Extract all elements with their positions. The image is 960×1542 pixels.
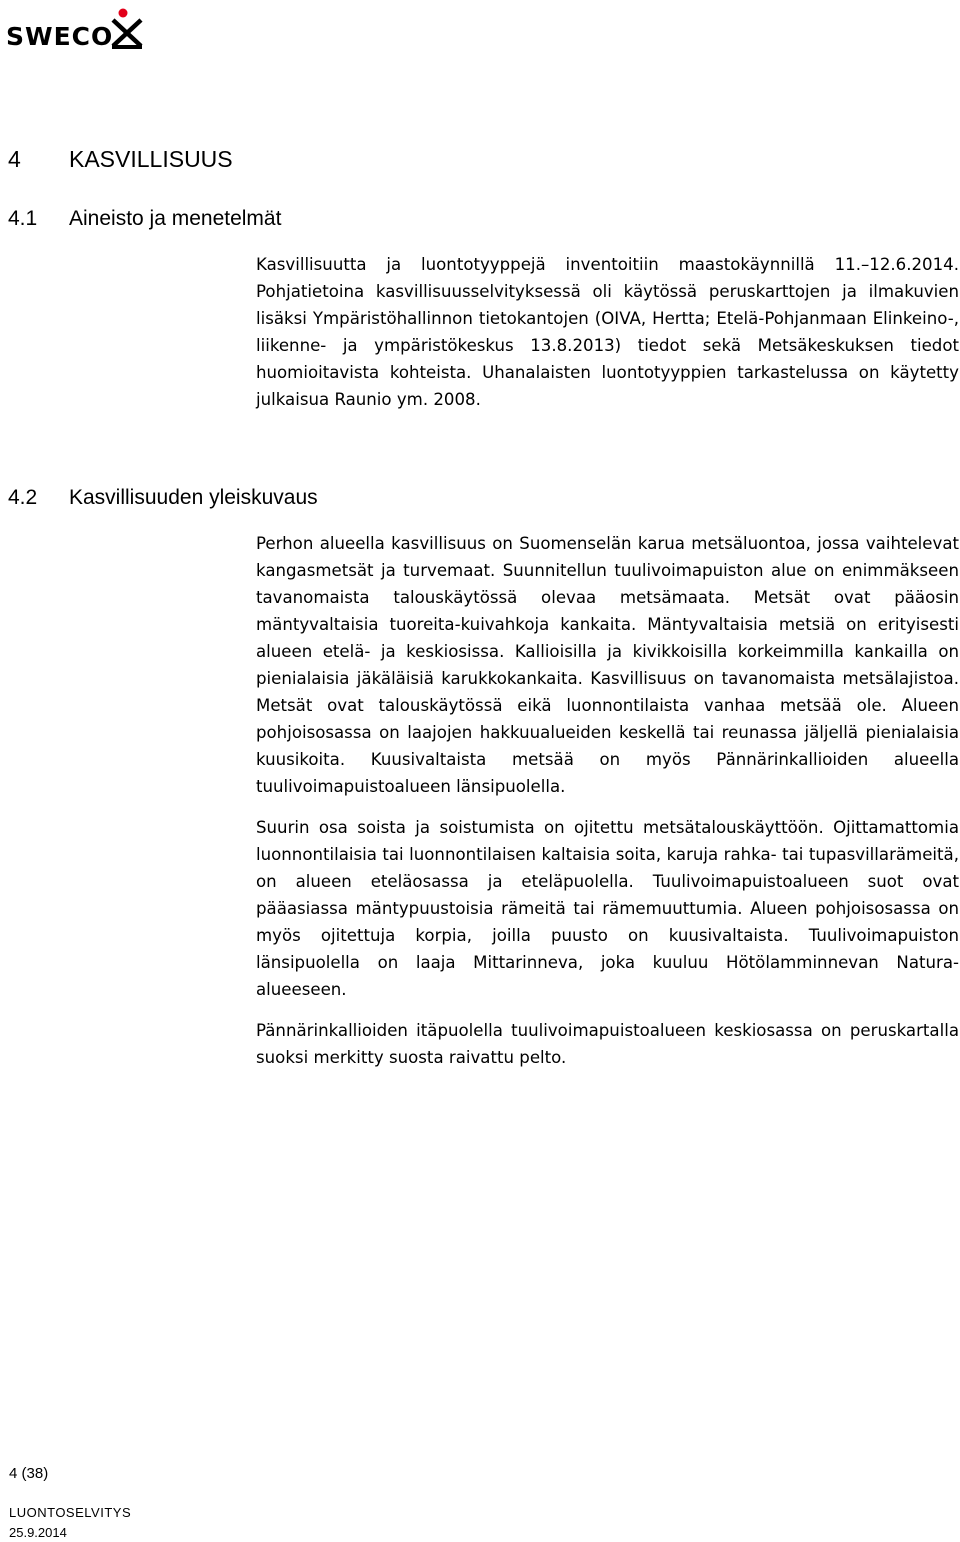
section-4-1-heading	[8, 207, 281, 231]
section-title: Aineisto ja menetelmät	[69, 207, 282, 230]
section-number: 4.1	[8, 207, 38, 230]
paragraph: Suurin osa soista ja soistumista on ojitettu metsätalouskäyttöön. Ojittamattomia luonnontilaisia tai luonnontilaisen kaltaisia soita, karuja rahka- tai tupasvillarämeitä, on alueen eteläosassa ja eteläpuolella. Tuulivoimapuistoalueen suot ovat pääasiassa mäntypuustoisia rämeitä tai rämemuuttumia. Alueen pohjoisosassa on myös ojitettuja korpia, joilla puusto on kuusivaltaista. Tuulivoimapuiston länsipuolella on laaja Mittarinneva, joka kuuluu Hötölamminnevan Natura-alueeseen.	[256, 818, 959, 999]
section-4-2-body	[256, 530, 959, 1085]
sweco-logo-icon	[110, 6, 144, 50]
page-number: 4 (38)	[9, 1465, 49, 1482]
section-number: 4.2	[8, 486, 38, 509]
section-title: KASVILLISUUS	[69, 146, 233, 172]
sweco-logo	[6, 6, 146, 50]
section-number: 4	[8, 146, 21, 172]
paragraph: Kasvillisuutta ja luontotyyppejä inventoitiin maastokäynnillä 11.–12.6.2014. Pohjatietoina kasvillisuusselvityksessä oli käytössä peruskarttojen ja ilmakuvien lisäksi Ympäristöhallinnon tietokantojen (OIVA, Hertta; Etelä-Pohjanmaan Elinkeino-, liikenne- ja ympäristökeskus 13.8.2013) tiedot sekä Metsäkeskuksen tiedot huomioitavista kohteista. Uhanalaisten luontotyyppien tarkastelussa on käytetty julkaisua Raunio ym. 2008.	[256, 255, 959, 409]
document-title: LUONTOSELVITYS	[9, 1505, 132, 1520]
section-4-2-heading	[8, 486, 318, 510]
section-4-heading	[8, 146, 233, 173]
paragraph: Perhon alueella kasvillisuus on Suomenselän karua metsäluontoa, jossa vaihtelevat kangasmetsät ja turvemaat. Suunnitellun tuulivoimapuiston alue on enimmäkseen tavanomaista talouskäytössä olevaa metsämaata. Metsät ovat pääosin mäntyvaltaisia tuoreita-kuivahkoja kankaita. Mäntyvaltaisia metsiä on erityisesti alueen etelä- ja keskiosissa. Kallioisilla ja kivikkoisilla korkeimmilla kankailla on pienialaisia jäkäläisiä karukkokankaita. Kasvillisuus on tavanomaista metsälajistoa. Metsät ovat talouskäytössä eikä luonnontilaista vanhaa metsää ole. Alueen pohjoisosassa on laajojen hakkuualueiden keskellä tai reunassa jäljellä pienialaisia kuusikoita. Kuusivaltaista metsää on myös Pännärinkallioiden alueella tuulivoimapuistoalueen länsipuolella.	[256, 534, 959, 796]
paragraph: Pännärinkallioiden itäpuolella tuulivoimapuistoalueen keskiosassa on peruskartalla suoksi merkitty suosta raivattu pelto.	[256, 1021, 959, 1067]
section-title: Kasvillisuuden yleiskuvaus	[69, 486, 318, 509]
logo-wordmark: SWECO	[6, 22, 114, 51]
document-date: 25.9.2014	[9, 1525, 67, 1540]
section-4-1-body	[256, 251, 959, 427]
